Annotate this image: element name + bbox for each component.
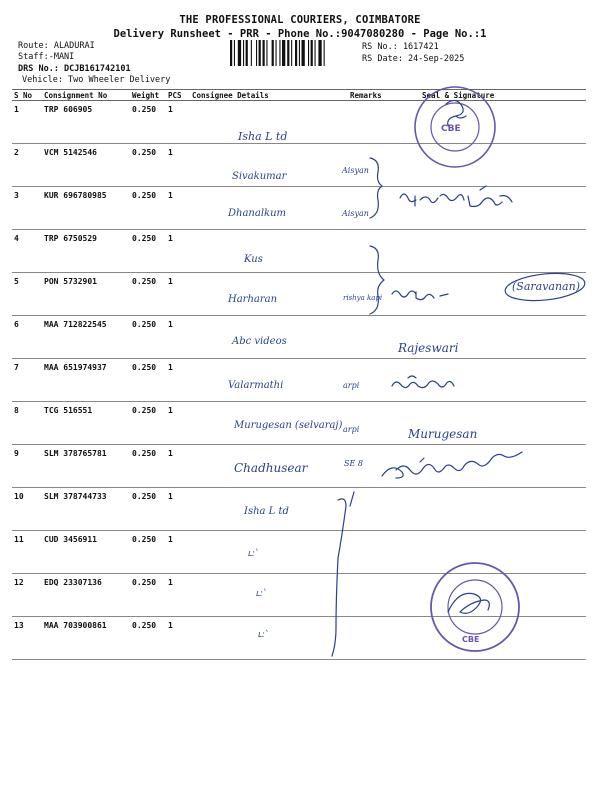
table-row [12, 230, 586, 273]
cell-remarks [348, 488, 408, 531]
cell-weight: 0.250 [130, 144, 166, 187]
cell-sno: 10 [12, 488, 42, 531]
cell-sno: 1 [12, 101, 42, 144]
cell-sno: 2 [12, 144, 42, 187]
cell-weight: 0.250 [130, 617, 166, 660]
cell-seal-signature [408, 187, 586, 230]
cell-consignment: MAA 712822545 [42, 316, 130, 359]
cell-pcs: 1 [166, 574, 190, 617]
cell-seal-signature [408, 402, 586, 445]
cell-seal-signature [408, 617, 586, 660]
cell-remarks [348, 617, 408, 660]
cell-weight: 0.250 [130, 574, 166, 617]
cell-seal-signature [408, 531, 586, 574]
table-row [12, 531, 586, 574]
cell-consignee [190, 101, 348, 144]
cell-pcs: 1 [166, 359, 190, 402]
table-row [12, 574, 586, 617]
col-header-seal: Seal & Signature [408, 90, 586, 101]
cell-weight: 0.250 [130, 273, 166, 316]
cell-remarks [348, 445, 408, 488]
cell-seal-signature [408, 144, 586, 187]
svg-text:CBE: CBE [462, 635, 480, 644]
handwriting-row-7: Valarmathi [228, 380, 284, 391]
remark-row-9: SE 8 [344, 459, 363, 468]
cell-sno: 8 [12, 402, 42, 445]
cell-pcs: 1 [166, 144, 190, 187]
cell-seal-signature [408, 101, 586, 144]
table-header-row [12, 90, 586, 101]
col-header-consignee: Consignee Details [190, 90, 348, 101]
cell-sno: 3 [12, 187, 42, 230]
route-label: Route: ALADURAI [18, 41, 95, 51]
handwriting-row-6: Abc videos [232, 336, 287, 347]
cell-consignment: SLM 378744733 [42, 488, 130, 531]
cell-weight: 0.250 [130, 101, 166, 144]
cell-consignment: TCG 516551 [42, 402, 130, 445]
col-header-pcs: PCS [166, 90, 190, 101]
cell-sno: 5 [12, 273, 42, 316]
col-header-remarks: Remarks [348, 90, 408, 101]
col-header-consignment: Consignment No [42, 90, 130, 101]
barcode [230, 40, 356, 66]
table-row [12, 617, 586, 660]
handwriting-row-3: Dhanalkum [228, 208, 287, 219]
cell-seal-signature [408, 445, 586, 488]
cell-pcs: 1 [166, 230, 190, 273]
cell-sno: 9 [12, 445, 42, 488]
cell-consignee [190, 402, 348, 445]
cell-remarks [348, 359, 408, 402]
cell-consignee [190, 445, 348, 488]
cell-seal-signature [408, 230, 586, 273]
cell-seal-signature [408, 273, 586, 316]
cell-pcs: 1 [166, 531, 190, 574]
table-row [12, 445, 586, 488]
cell-consignment: TRP 606905 [42, 101, 130, 144]
table-row [12, 101, 586, 144]
cell-weight: 0.250 [130, 488, 166, 531]
table-row [12, 144, 586, 187]
remark-row-8: arpi [343, 425, 360, 434]
cell-weight: 0.250 [130, 316, 166, 359]
cell-remarks [348, 574, 408, 617]
remark-row-2: Aisyan [342, 166, 369, 175]
cell-consignment: EDQ 23307136 [42, 574, 130, 617]
table-row [12, 488, 586, 531]
handwriting-row-11: ւ:՝ [248, 549, 258, 559]
cell-consignee [190, 316, 348, 359]
cell-consignee [190, 230, 348, 273]
cell-consignment: MAA 703900861 [42, 617, 130, 660]
cell-pcs: 1 [166, 273, 190, 316]
cell-seal-signature [408, 574, 586, 617]
cell-seal-signature [408, 359, 586, 402]
cell-pcs: 1 [166, 445, 190, 488]
company-title: THE PROFESSIONAL COURIERS, COIMBATORE [179, 14, 421, 26]
cell-sno: 4 [12, 230, 42, 273]
cell-consignment: PON 5732901 [42, 273, 130, 316]
cell-remarks [348, 187, 408, 230]
cell-consignment: SLM 378765781 [42, 445, 130, 488]
cell-remarks [348, 144, 408, 187]
cell-weight: 0.250 [130, 531, 166, 574]
vehicle-label: Vehicle: Two Wheeler Delivery [22, 75, 171, 85]
rs-number: RS No.: 1617421 [362, 42, 439, 52]
cell-weight: 0.250 [130, 187, 166, 230]
cell-remarks [348, 273, 408, 316]
handwriting-row-9: Chadhusear [234, 461, 308, 475]
cell-seal-signature [408, 488, 586, 531]
cell-sno: 7 [12, 359, 42, 402]
cell-remarks [348, 230, 408, 273]
svg-text:CBE: CBE [441, 124, 461, 134]
remark-row-7: arpi [343, 381, 360, 390]
cell-sno: 11 [12, 531, 42, 574]
handwriting-row-4: Kus [244, 254, 263, 265]
cell-consignee [190, 531, 348, 574]
cell-remarks [348, 402, 408, 445]
cell-weight: 0.250 [130, 230, 166, 273]
cell-pcs: 1 [166, 187, 190, 230]
cell-remarks [348, 531, 408, 574]
handwriting-row-13: ւ:՝ [258, 630, 268, 640]
handwriting-row-1: Isha L td [238, 130, 288, 143]
rs-date: RS Date: 24-Sep-2025 [362, 54, 465, 64]
cell-pcs: 1 [166, 316, 190, 359]
handwriting-row-2: Sivakumar [232, 171, 287, 182]
col-header-weight: Weight [130, 90, 166, 101]
handwriting-row-12: ւ:՝ [256, 589, 266, 599]
cell-consignment: KUR 696780985 [42, 187, 130, 230]
staff-label: Staff:-MANI [18, 52, 75, 62]
drs-label: DRS No.: DCJB161742101 [18, 64, 131, 74]
cell-pcs: 1 [166, 402, 190, 445]
cell-weight: 0.250 [130, 359, 166, 402]
cell-weight: 0.250 [130, 402, 166, 445]
cell-seal-signature [408, 316, 586, 359]
signature-row-5-name: (Saravanan) [512, 280, 580, 293]
handwriting-row-10: Isha L td [244, 506, 289, 517]
handwriting-row-5: Harharan [228, 294, 278, 305]
cell-consignment: MAA 651974937 [42, 359, 130, 402]
cell-consignee [190, 359, 348, 402]
table-row [12, 316, 586, 359]
cell-weight: 0.250 [130, 445, 166, 488]
cell-consignee [190, 574, 348, 617]
cell-consignee [190, 273, 348, 316]
cell-consignee [190, 144, 348, 187]
cell-consignment: TRP 6750529 [42, 230, 130, 273]
signature-row-6: Rajeswari [398, 341, 459, 355]
cell-consignee [190, 488, 348, 531]
cell-sno: 6 [12, 316, 42, 359]
cell-pcs: 1 [166, 101, 190, 144]
runsheet-subtitle: Delivery Runsheet - PRR - Phone No.:9047080280 - Page No.:1 [113, 28, 487, 40]
cell-remarks [348, 101, 408, 144]
cell-consignee [190, 187, 348, 230]
cell-pcs: 1 [166, 617, 190, 660]
cell-sno: 13 [12, 617, 42, 660]
table-row [12, 273, 586, 316]
runsheet-table [12, 89, 586, 660]
remark-row-3: Aisyan [342, 209, 369, 218]
table-row [12, 359, 586, 402]
handwriting-row-8: Murugesan (selvaraj) [234, 420, 343, 431]
cell-sno: 12 [12, 574, 42, 617]
table-row [12, 402, 586, 445]
cell-consignee [190, 617, 348, 660]
table-row [12, 187, 586, 230]
cell-pcs: 1 [166, 488, 190, 531]
cell-consignment: VCM 5142546 [42, 144, 130, 187]
cell-remarks [348, 316, 408, 359]
signature-row-8: Murugesan [408, 427, 478, 441]
remark-row-5: rishya kapi [343, 294, 383, 302]
cell-consignment: CUD 3456911 [42, 531, 130, 574]
col-header-sno: S No [12, 90, 42, 101]
